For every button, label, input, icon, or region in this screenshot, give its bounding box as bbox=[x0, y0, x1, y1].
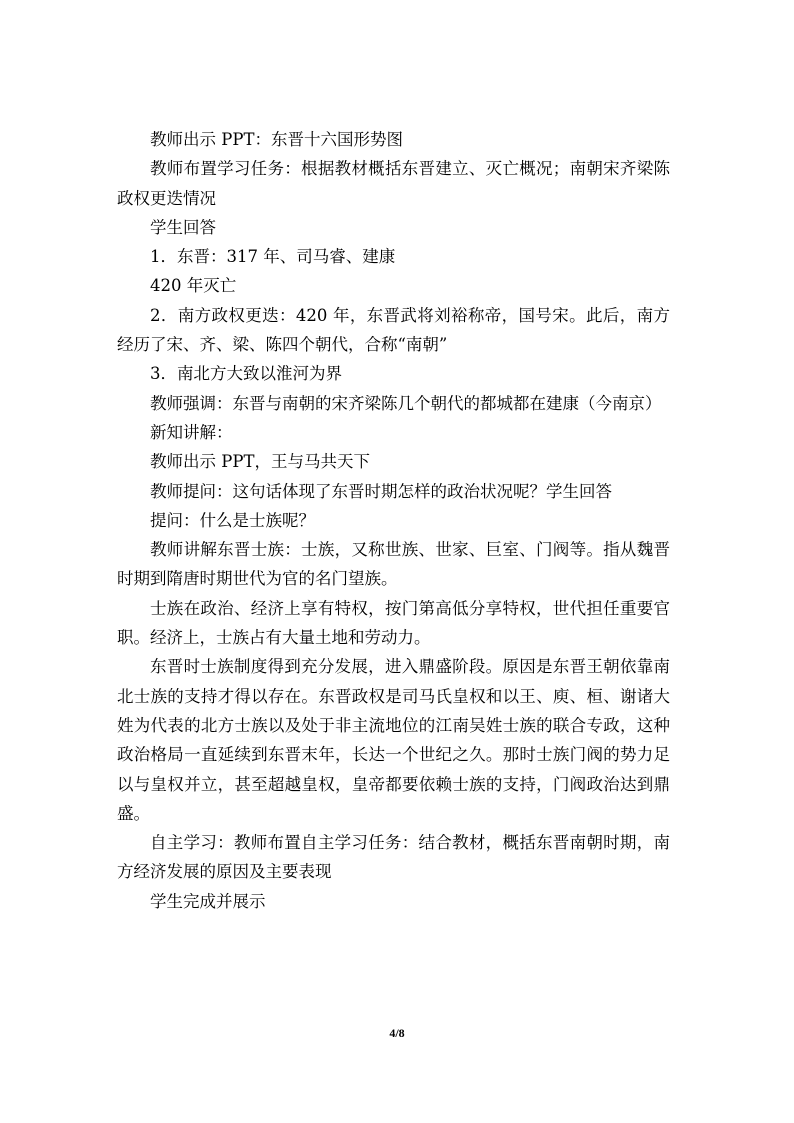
paragraph-question-shizu: 提问：什么是士族呢？ bbox=[150, 510, 315, 530]
paragraph-answer-3: 3．南北方大致以淮河为界 bbox=[150, 364, 342, 384]
paragraph-learning-task: 教师布置学习任务：根据教材概括东晋建立、灭亡概况；南朝宋齐梁陈政权更迭情况 bbox=[117, 159, 670, 208]
paragraph-student-present: 学生完成并展示 bbox=[150, 891, 266, 911]
paragraph-answer-2: 2．南方政权更迭：420 年，东晋武将刘裕称帝，国号宋。此后，南方经历了宋、齐、梁、陈四个朝代，合称“南朝” bbox=[117, 305, 670, 355]
paragraph-new-knowledge: 新知讲解： bbox=[150, 422, 233, 442]
paragraph-teacher-emphasis: 教师强调：东晋与南朝的宋齐梁陈几个朝代的都城都在建康（今南京） bbox=[150, 393, 662, 413]
paragraph-shizu-privilege: 士族在政治、经济上享有特权，按门第高低分享特权，世代担任重要官职。经济上，士族占有大量土地和劳动力。 bbox=[117, 598, 670, 648]
paragraph-answer-1-end: 420 年灭亡 bbox=[150, 276, 237, 296]
paragraph-student-answer: 学生回答 bbox=[150, 217, 216, 237]
paragraph-answer-1: 1．东晋：317 年、司马睿、建康 bbox=[150, 247, 396, 267]
paragraph-shizu-peak: 东晋时士族制度得到充分发展，进入鼎盛阶段。原因是东晋王朝依靠南北士族的支持才得以存在。东晋政权是司马氏皇权和以王、庾、桓、谢诸大姓为代表的北方士族以及处于非主流地位的江南吴姓士族的联合专政，这种政治格局一直延续到东晋末年，长达一个世纪之久。那时士族门阀的势力足以与皇权并立，甚至超越皇权，皇帝都要依赖士族的支持，门阀政治达到鼎盛。 bbox=[117, 657, 670, 823]
paragraph-ppt-map: 教师出示 PPT：东晋十六国形势图 bbox=[150, 130, 403, 149]
paragraph-teacher-question: 教师提问：这句话体现了东晋时期怎样的政治状况呢？学生回答 bbox=[150, 481, 612, 501]
page-number: 4/8 bbox=[389, 1026, 405, 1040]
paragraph-shizu-definition: 教师讲解东晋士族：士族，又称世族、世家、巨室、门阀等。指从魏晋时期到隋唐时期世代为官的名门望族。 bbox=[117, 540, 670, 589]
document-body bbox=[117, 125, 670, 916]
paragraph-self-study: 自主学习：教师布置自主学习任务：结合教材，概括东晋南朝时期，南方经济发展的原因及主要表现 bbox=[117, 833, 670, 882]
paragraph-ppt-wang-ma: 教师出示 PPT，王与马共天下 bbox=[150, 452, 370, 472]
